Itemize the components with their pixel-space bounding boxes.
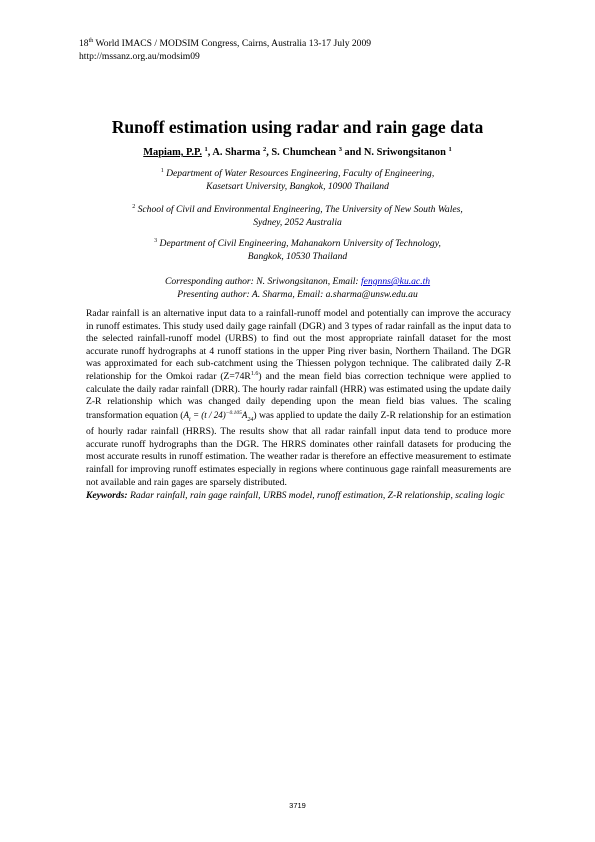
abstract: Radar rainfall is an alternative input data to a rainfall-runoff model and potentially can improve the accuracy in runoff estimates. This study used daily gage rainfall (DGR) and 3 types of radar rainfall as the input data to the selected rainfall-runoff model (URBS) to find out the most appropriate rainfall dataset for the most accurate runoff hydrographs at 4 runoff stations in the upper Ping river basin, Northern Thailand. The DGR was approximated for each sub-catchment using the Thiessen polygon technique. The calibrated daily Z-R relationship for the Omkoi radar $(Z=74R^{1.6})$ and the mean field bias correction technique were applied to calculate the daily radar rainfall (DRR). The hourly radar rainfall (HRR) was estimated using the update daily Z-R relationship which was changed daily depending upon the mean field bias values. The scaling transformation equation $(A_t = (t / 24)^{-0.105}A_{24})$ was applied to update the daily Z-R relationship for an estimation of hourly radar rainfall (HRRS). The results show that all radar rainfall input data tend to produce more accurate runoff hydrographs than the DGR. The HRRS dominates other rainfall datasets for producing the most accurate results in runoff estimation. The weather radar is therefore an effective measurement to estimate rainfall for improving runoff estimates especially in regions where continuous gage rainfall measurements are not available and rain gages are sparsely distributed. (86, 308, 511, 488)
conference-name: 18th World IMACS / MODSIM Congress, Cairns, Australia 13-17 July 2009 (79, 38, 372, 49)
author-list: Mapiam, P.P. $^1$, A. Sharma $^2$, S. Chumchean $^3$ and N. Sriwongsitanon $^1$ (143, 146, 452, 158)
author-contacts (0, 275, 595, 301)
conference-url: http://mssanz.org.au/modsim09 (79, 50, 200, 62)
email-link[interactable]: fengnns@ku.ac.th (361, 276, 431, 287)
paper-title: Runoff estimation using radar and rain gage data (111, 117, 484, 137)
presenting-author: Presenting author: A. Sharma, Email: a.sharma@unsw.edu.au (177, 289, 418, 300)
affiliation: $^3$ Department of Civil Engineering, Mahanakorn University of Technology, Bangkok, 10530 Thailand (154, 238, 441, 262)
author-name: N. Sriwongsitanon (363, 147, 446, 158)
author-name: S. Chumchean (271, 147, 337, 158)
affiliation: $^2$ School of Civil and Environmental Engineering, The University of New South Wales, Sydney, 2052 Australia (132, 204, 463, 228)
affiliation: $^1$ Department of Water Resources Engineering, Faculty of Engineering, Kasetsart University, Bangkok, 10900 Thailand (160, 168, 435, 192)
author-name: Mapiam, P.P. (143, 147, 202, 158)
page-number: 3719 (289, 801, 306, 810)
keywords: Keywords: Radar rainfall, rain gage rainfall, URBS model, runoff estimation, Z-R relationship, scaling logic (86, 490, 505, 501)
conference-header (79, 38, 371, 63)
corresponding-author: Corresponding author: N. Sriwongsitanon, Email: fengnns@ku.ac.th (164, 276, 431, 287)
scaling-equation: $A_t = (t / 24)^{-0.105}A_{24}$ (183, 409, 254, 423)
author-name: A. Sharma (212, 147, 261, 158)
